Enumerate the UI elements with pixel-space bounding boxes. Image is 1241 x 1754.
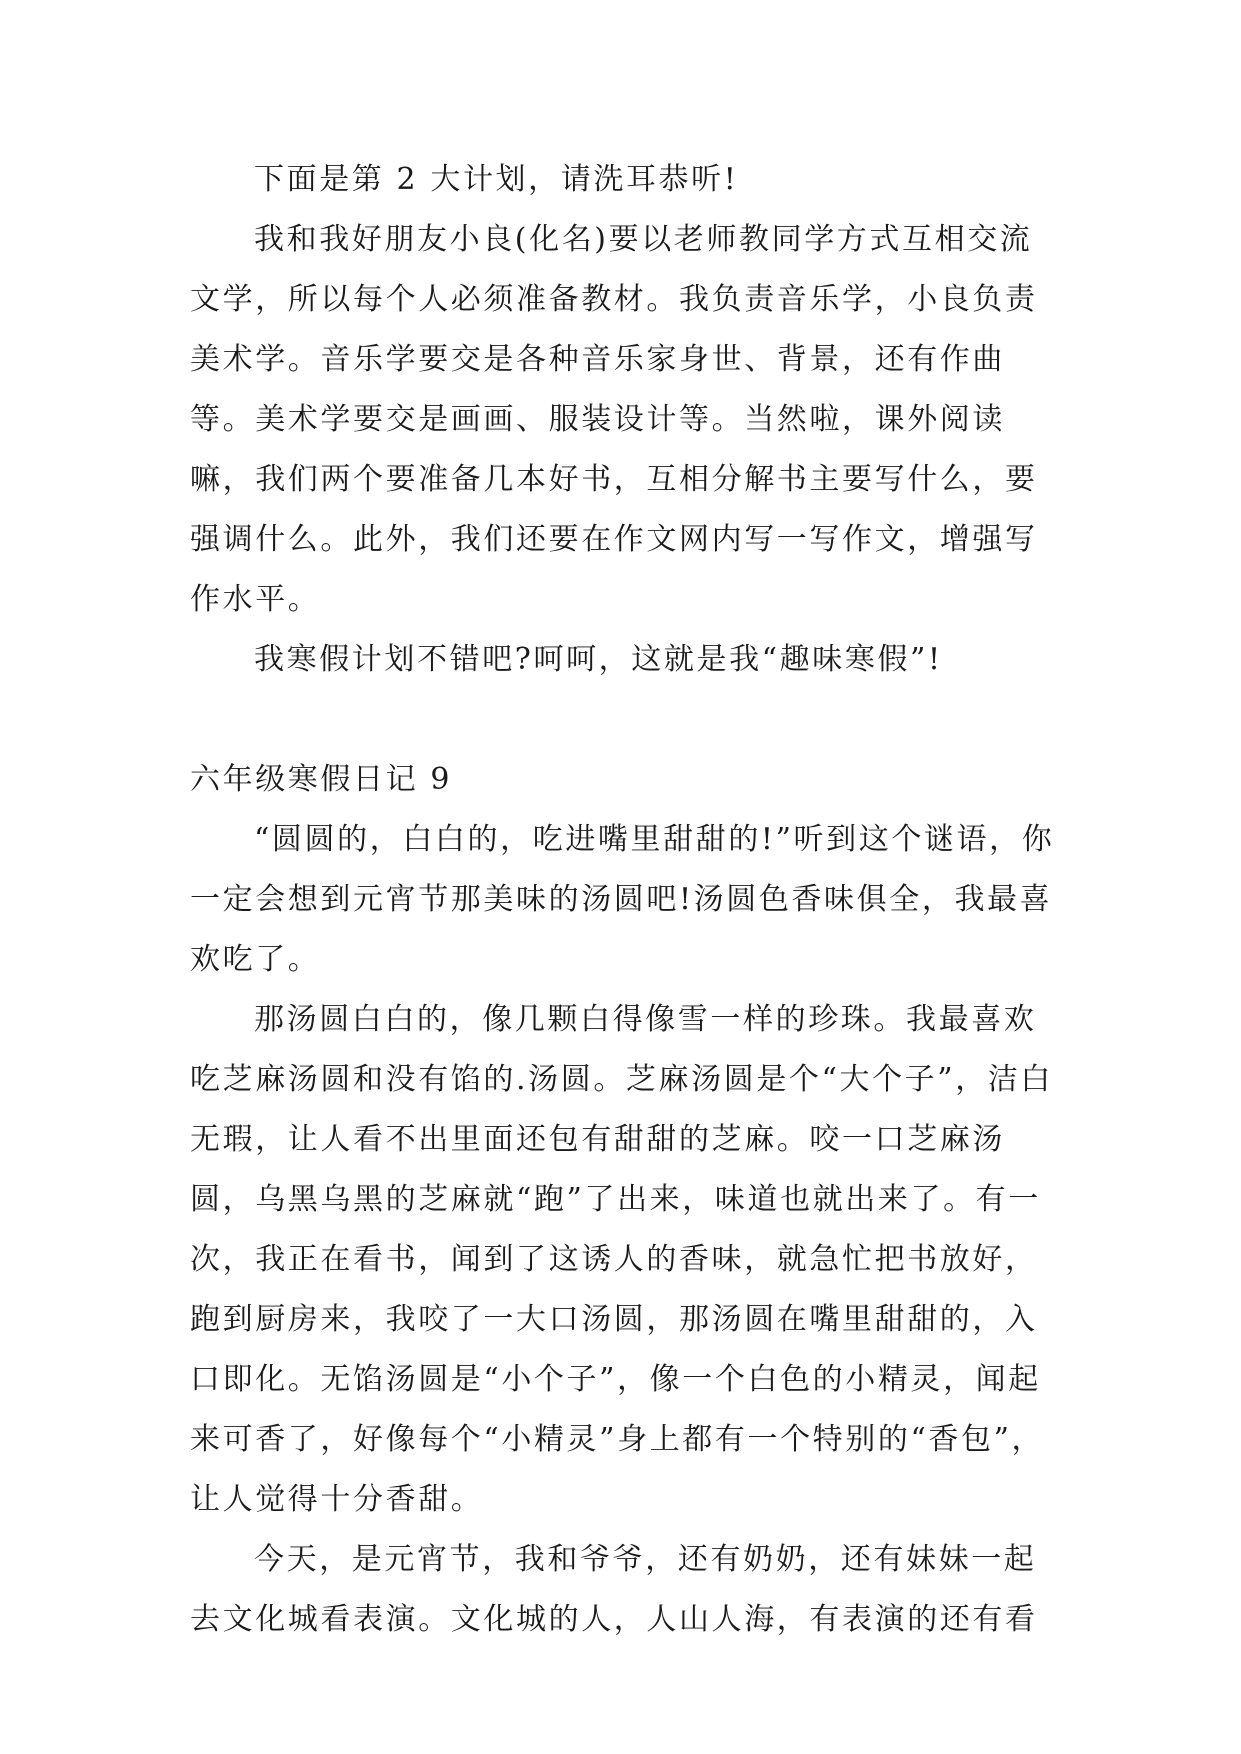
document-page — [190, 150, 1060, 1650]
paragraph: 今天，是元宵节，我和爷爷，还有奶奶，还有妹妹一起去文化城看表演。文化城的人，人山人海，有表演的还有看 — [190, 1542, 1038, 1637]
section-spacer — [190, 690, 1060, 750]
section-title: 六年级寒假日记 9 — [190, 762, 453, 797]
paragraph: 下面是第 2 大计划，请洗耳恭听! — [254, 162, 739, 197]
paragraph: “圆圆的，白白的，吃进嘴里甜甜的!”听到这个谜语，你一定会想到元宵节那美味的汤圆吧!汤圆色香味俱全，我最喜欢吃了。 — [190, 822, 1055, 977]
paragraph: 我寒假计划不错吧?呵呵，这就是我“趣味寒假”! — [254, 642, 943, 677]
paragraph: 那汤圆白白的，像几颗白得像雪一样的珍珠。我最喜欢吃芝麻汤圆和没有馅的.汤圆。芝麻汤圆是个“大个子”，洁白无瑕，让人看不出里面还包有甜甜的芝麻。咬一口芝麻汤圆，乌黑乌黑的芝麻就“跑”了出来，味道也就出来了。有一次，我正在看书，闻到了这诱人的香味，就急忙把书放好，跑到厨房来，我咬了一大口汤圆，那汤圆在嘴里甜甜的，入口即化。无馅汤圆是“小个子”，像一个白色的小精灵，闻起来可香了，好像每个“小精灵”身上都有一个特别的“香包”，让人觉得十分香甜。 — [190, 1002, 1054, 1517]
paragraph: 我和我好朋友小良(化名)要以老师教同学方式互相交流文学，所以每个人必须准备教材。我负责音乐学，小良负责美术学。音乐学要交是各种音乐家身世、背景，还有作曲等。美术学要交是画画、服装设计等。当然啦，课外阅读嘛，我们两个要准备几本好书，互相分解书主要写什么，要强调什么。此外，我们还要在作文网内写一写作文，增强写作水平。 — [190, 222, 1038, 617]
